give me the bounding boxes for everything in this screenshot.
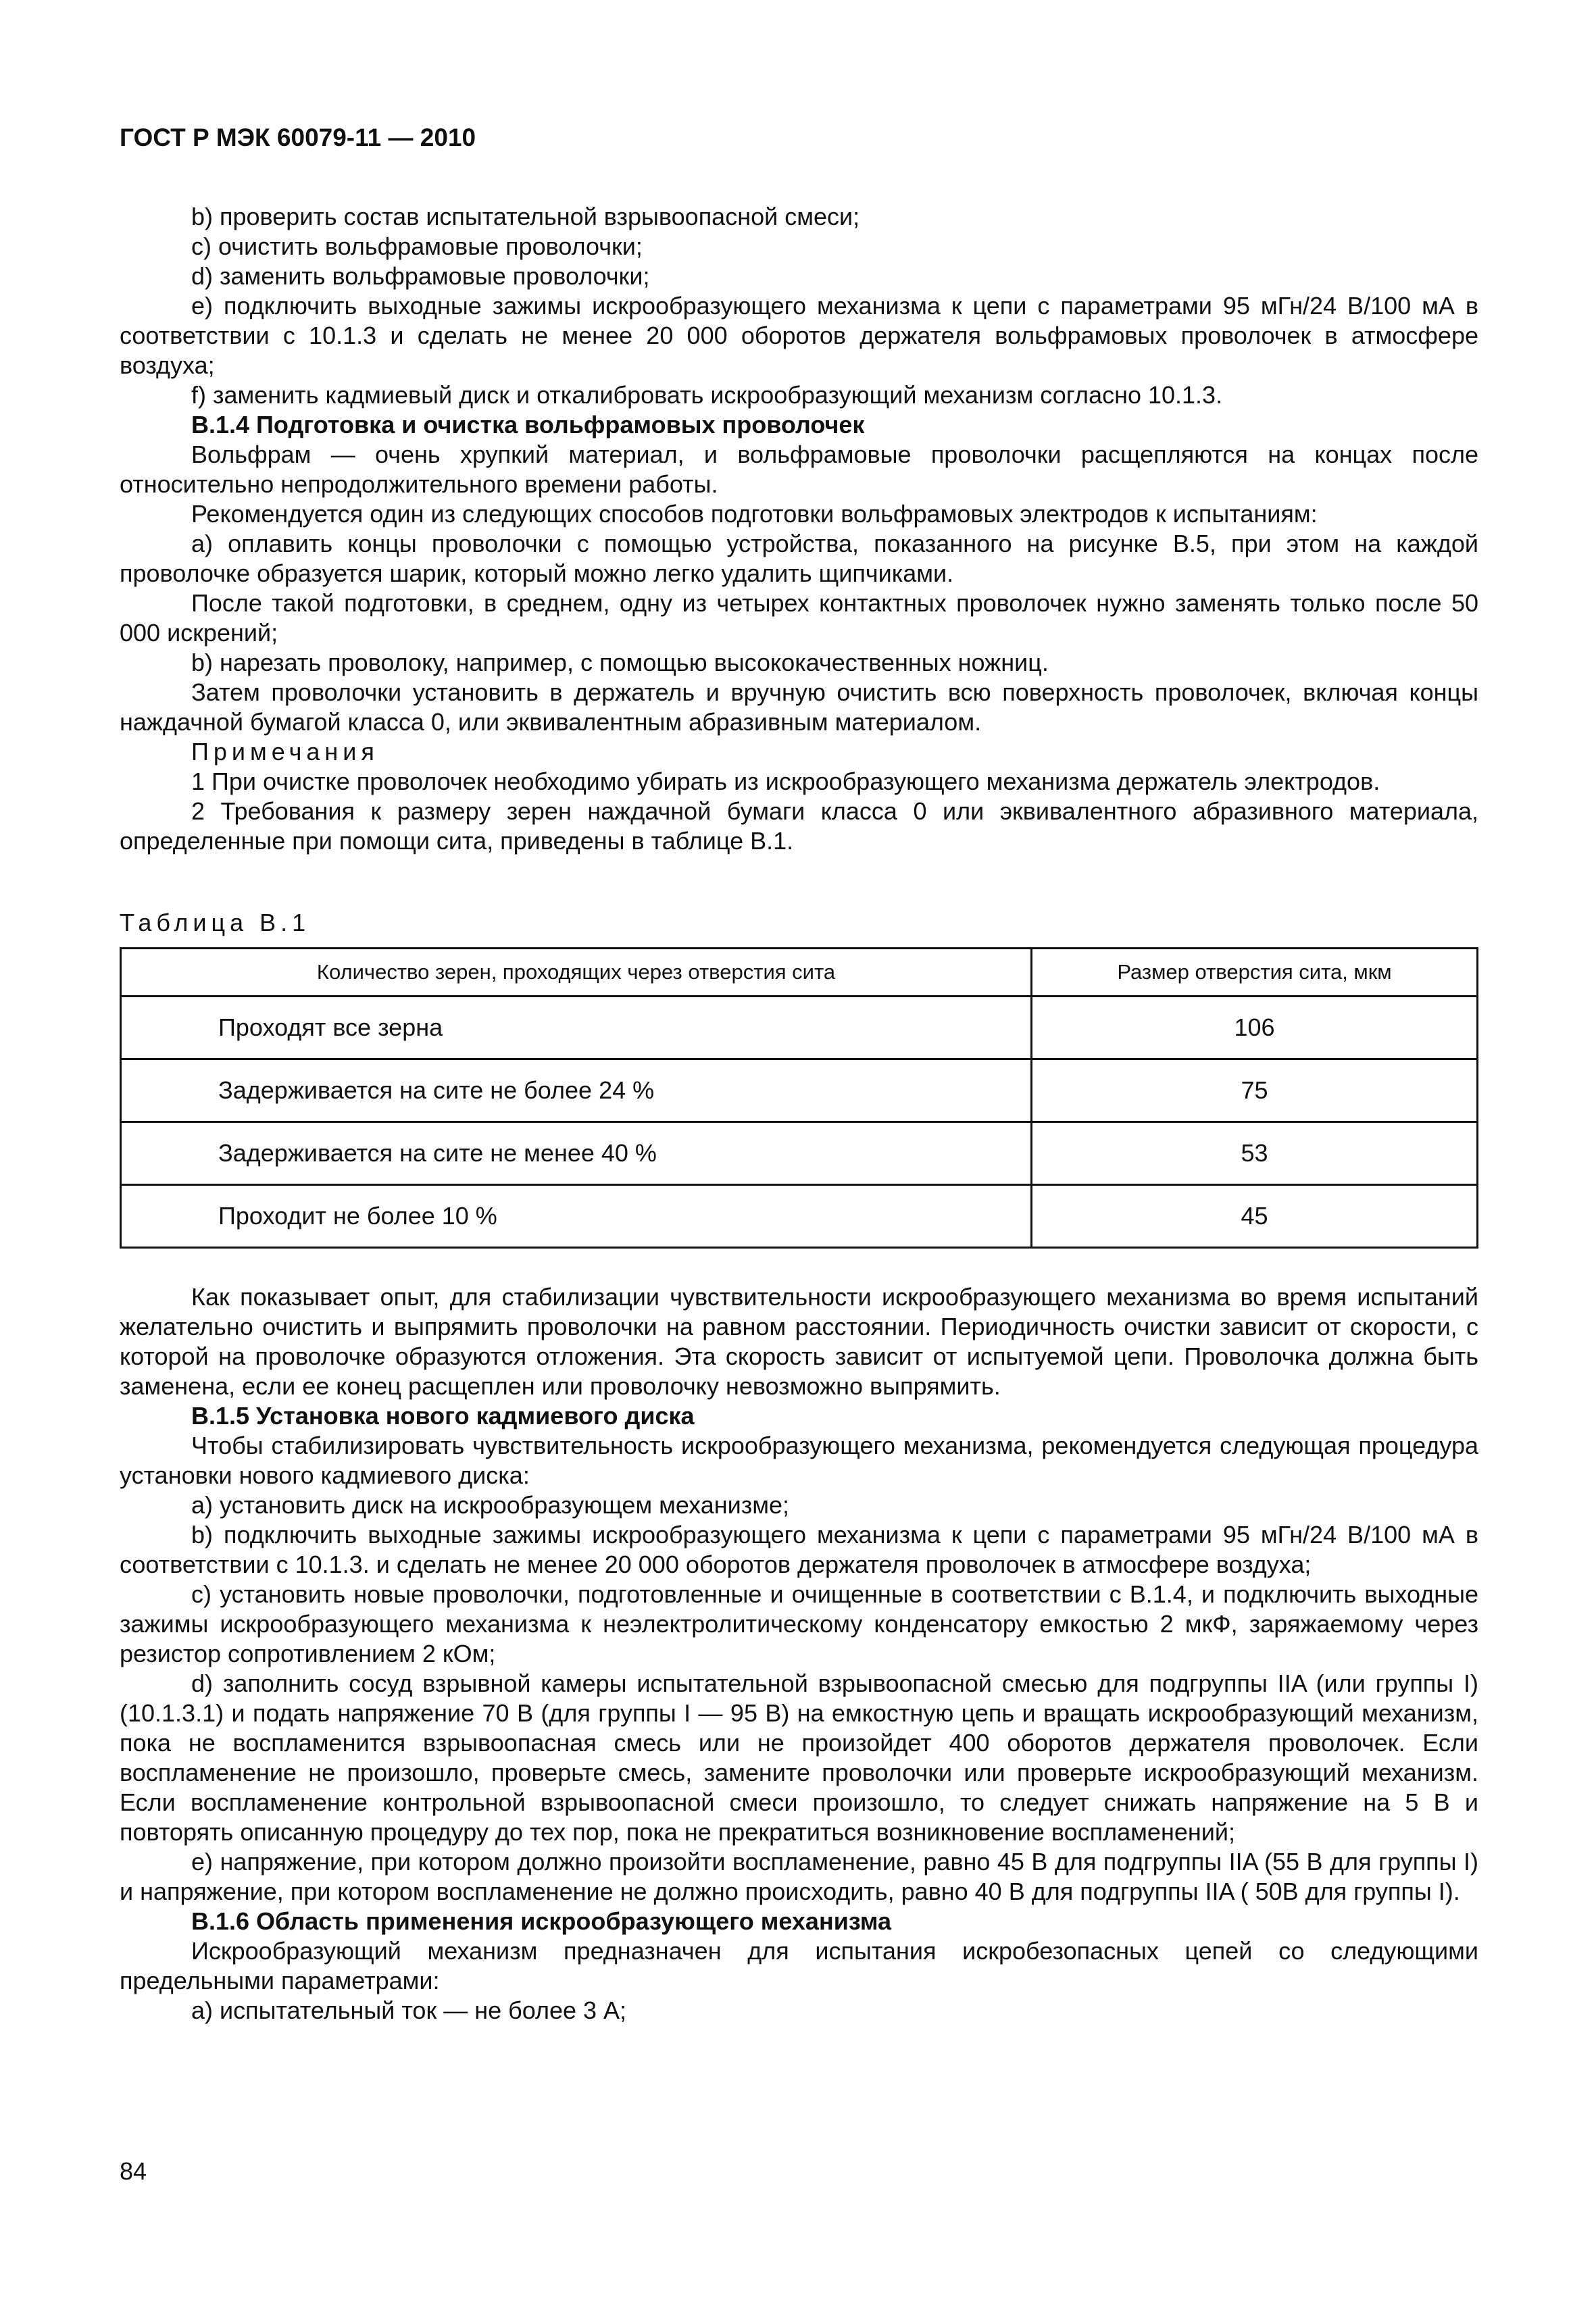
paragraph: Вольфрам — очень хрупкий материал, и вольфрамовые проволочки расщепляются на концах после относительно непродолжительного времени работы. xyxy=(120,441,1478,498)
table-cell: 53 xyxy=(1032,1122,1478,1185)
list-item: c) очистить вольфрамовые проволочки; xyxy=(191,232,643,260)
table-cell: 106 xyxy=(1032,997,1478,1059)
paragraph: После такой подготовки, в среднем, одну из четырех контактных проволочек нужно заменять только после 50 000 искрений; xyxy=(120,589,1478,647)
table-cell: Задерживается на сите не более 24 % xyxy=(121,1059,1032,1122)
table-cell: 75 xyxy=(1032,1059,1478,1122)
upper-text-block xyxy=(120,202,1478,856)
list-item: f) заменить кадмиевый диск и откалибровать искрообразующий механизм согласно 10.1.3. xyxy=(191,381,1223,409)
notes-label: Примечания xyxy=(191,738,379,765)
table-cell: Задерживается на сите не менее 40 % xyxy=(121,1122,1032,1185)
document-header: ГОСТ Р МЭК 60079-11 — 2010 xyxy=(120,124,476,151)
list-item: d) заменить вольфрамовые проволочки; xyxy=(191,262,650,290)
list-item: c) установить новые проволочки, подготовленные и очищенные в соответствии с В.1.4, и подключить выходные зажимы искрообразующего механизма к неэлектролитическому конденсатору емкостью 2 мкФ, заряжаемому через резистор сопротивлением 2 кОм; xyxy=(120,1580,1478,1667)
list-item: d) заполнить сосуд взрывной камеры испытательной взрывоопасной смесью для подгруппы IIA (или группы I) (10.1.3.1) и подать напряжение 70 В (для группы I — 95 В) на емкостную цепь и вращать искрообразующий механизм, пока не воспламенится взрывоопасная смесь или не произойдет 400 оборотов держателя проволочек. Если воспламенение не произошло, проверьте смесь, замените проволочки или проверьте искрообразующий механизм. Если воспламенение контрольной взрывоопасной смеси произошло, то следует снижать напряжение на 5 В и повторять описанную процедуру до тех пор, пока не прекратиться возникновение воспламенений; xyxy=(120,1669,1478,1846)
list-item: e) подключить выходные зажимы искрообразующего механизма к цепи с параметрами 95 мГн/24 В/100 мА в соответствии с 10.1.3 и сделать не менее 20 000 оборотов держателя вольфрамовых проволочек в атмосфере воздуха; xyxy=(120,292,1478,379)
table-row xyxy=(121,997,1478,1059)
table-header-cell: Количество зерен, проходящих через отверстия сита xyxy=(121,949,1032,997)
section-heading-b14: В.1.4 Подготовка и очистка вольфрамовых проволочек xyxy=(191,411,865,438)
page-number: 84 xyxy=(120,2157,147,2185)
sieve-table xyxy=(120,947,1478,1249)
list-item: b) проверить состав испытательной взрывоопасной смеси; xyxy=(191,203,860,230)
list-item: а) испытательный ток — не более 3 А; xyxy=(191,1996,627,2024)
list-item: е) напряжение, при котором должно произойти воспламенение, равно 45 В для подгруппы IIA (55 В для группы I) и напряжение, при котором воспламенение не должно происходить, равно 40 В для подгруппы IIA ( 50В для группы I). xyxy=(120,1848,1478,1905)
note: 2 Требования к размеру зерен наждачной бумаги класса 0 или эквивалентного абразивного материала, определенные при помощи сита, приведены в таблице В.1. xyxy=(120,797,1478,855)
table-header-row xyxy=(121,949,1478,997)
table-header-cell: Размер отверстия сита, мкм xyxy=(1032,949,1478,997)
table-row xyxy=(121,1185,1478,1248)
list-item: b) подключить выходные зажимы искрообразующего механизма к цепи с параметрами 95 мГн/24 В/100 мА в соответствии с 10.1.3. и сделать не менее 20 000 оборотов держателя проволочек в атмосфере воздуха; xyxy=(120,1521,1478,1578)
section-heading-b15: В.1.5 Установка нового кадмиевого диска xyxy=(191,1402,695,1430)
note: 1 При очистке проволочек необходимо убирать из искрообразующего механизма держатель электродов. xyxy=(191,768,1380,795)
paragraph: Чтобы стабилизировать чувствительность искрообразующего механизма, рекомендуется следующая процедура установки нового кадмиевого диска: xyxy=(120,1432,1478,1489)
paragraph: Рекомендуется один из следующих способов подготовки вольфрамовых электродов к испытаниям: xyxy=(191,500,1318,528)
table-row xyxy=(121,1059,1478,1122)
table-cell: Проходит не более 10 % xyxy=(121,1185,1032,1248)
table-cell: 45 xyxy=(1032,1185,1478,1248)
table-row xyxy=(121,1122,1478,1185)
section-heading-b16: В.1.6 Область применения искрообразующего механизма xyxy=(191,1907,892,1935)
paragraph: b) нарезать проволоку, например, с помощью высококачественных ножниц. xyxy=(191,649,1049,676)
paragraph: Затем проволочки установить в держатель и вручную очистить всю поверхность проволочек, включая концы наждачной бумагой класса 0, или эквивалентным абразивным материалом. xyxy=(120,678,1478,736)
list-item: а) установить диск на искрообразующем механизме; xyxy=(191,1491,790,1519)
table-cell: Проходят все зерна xyxy=(121,997,1032,1059)
paragraph: а) оплавить концы проволочки с помощью устройства, показанного на рисунке В.5, при этом на каждой проволочке образуется шарик, который можно легко удалить щипчиками. xyxy=(120,530,1478,587)
table-caption: Таблица В.1 xyxy=(120,909,311,936)
paragraph: Искрообразующий механизм предназначен для испытания искробезопасных цепей со следующими предельными параметрами: xyxy=(120,1937,1478,1994)
lower-text-block xyxy=(120,1282,1478,2026)
paragraph: Как показывает опыт, для стабилизации чувствительности искрообразующего механизма во время испытаний желательно очистить и выпрямить проволочки на равном расстоянии. Периодичность очистки зависит от скорости, с которой на проволочке образуются отложения. Эта скорость зависит от испытуемой цепи. Проволочка должна быть заменена, если ее конец расщеплен или проволочку невозможно выпрямить. xyxy=(120,1283,1478,1400)
